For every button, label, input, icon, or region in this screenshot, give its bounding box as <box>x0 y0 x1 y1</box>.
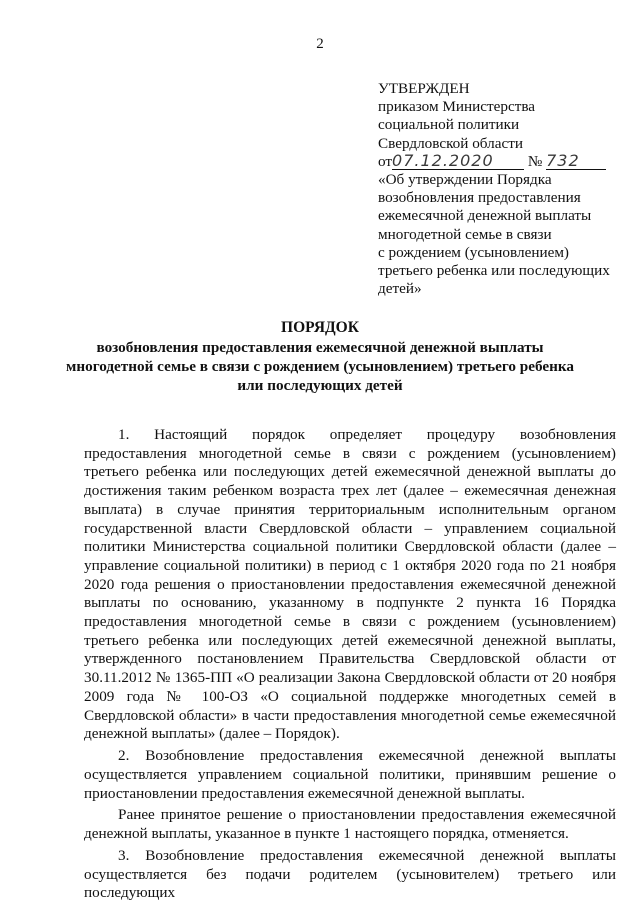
paragraph-3: 3. Возобновление предоставления ежемесячной денежной выплаты осуществляется без подачи родителем (усыновителем) третьего или последующих <box>84 847 616 902</box>
date-field <box>392 150 524 170</box>
paragraph-1: 1. Настоящий порядок определяет процедуру возобновления предоставления многодетной семье в связи с рождением (усыновлением) третьего ребенка или последующих детей ежемесячной денежной выплаты до достижения таким ребенком возраста трех лет (далее – ежемесячная денежная выплата) в случае принятия территориальным исполнительным органом государственной власти Свердловской области – управлением социальной политики Министерства социальной политики Свердловской области (далее – управление социальной политики) в период с 1 октября 2020 года по 21 ноября 2020 года решения о приостановлении предоставления ежемесячной денежной выплаты по основанию, указанному в подпункте 2 пункта 16 Порядка предоставления многодетной семье в связи с рождением (усыновлением) третьего ребенка или последующих детей ежемесячной денежной выплаты, утвержденного постановлением Правительства Свердловской области от 30.11.2012 № 1365-ПП «О реализации Закона Свердловской области от 20 ноября 2009 года № 100-ОЗ «О социальной поддержке многодетных семей в Свердловской области» в части предоставления многодетной семье ежемесячной денежной выплаты» (далее – Порядок). <box>84 426 616 743</box>
approval-subject-line: «Об утверждении Порядка <box>378 171 552 189</box>
approval-line-1: приказом Министерства <box>378 98 536 116</box>
number-prefix: № <box>527 152 543 170</box>
title-subtitle-line: или последующих детей <box>237 377 403 394</box>
approval-line-2: социальной политики <box>378 116 520 134</box>
paragraph-2-continuation: Ранее принятое решение о приостановлении предоставления ежемесячной денежной выплаты, указанное в пункте 1 настоящего порядка, отменяется. <box>84 806 616 843</box>
document-body <box>84 426 616 906</box>
approval-subject-line: третьего ребенка или последующих <box>378 262 610 280</box>
handwritten-number: 732 <box>546 150 580 170</box>
approval-subject-line: с рождением (усыновлением) <box>378 243 569 261</box>
handwritten-date: 07.12.2020 <box>392 150 494 170</box>
title-subtitle-line: возобновления предоставления ежемесячной денежной выплаты <box>96 339 544 356</box>
title-subtitle-line: многодетной семье в связи с рождением (усыновлением) третьего ребенка <box>66 358 574 375</box>
title-heading: ПОРЯДОК <box>281 319 359 336</box>
approval-subject-line: детей» <box>378 280 422 298</box>
approval-heading: УТВЕРЖДЕН <box>378 80 470 97</box>
approval-subject-line: ежемесячной денежной выплаты <box>378 207 592 225</box>
date-prefix: от <box>378 152 393 170</box>
page-number: 2 <box>316 36 324 52</box>
approval-subject-line: многодетной семье в связи <box>378 225 552 243</box>
approval-block <box>378 80 628 298</box>
approval-line-3: Свердловской области <box>378 134 523 152</box>
document-title <box>0 318 640 395</box>
approval-subject-line: возобновления предоставления <box>378 189 581 207</box>
paragraph-2: 2. Возобновление предоставления ежемесячной денежной выплаты осуществляется управлением социальной политики, принявшим решение о приостановлении предоставления ежемесячной денежной выплаты. <box>84 747 616 802</box>
approval-date-number-line <box>378 150 628 171</box>
number-field <box>546 150 606 170</box>
